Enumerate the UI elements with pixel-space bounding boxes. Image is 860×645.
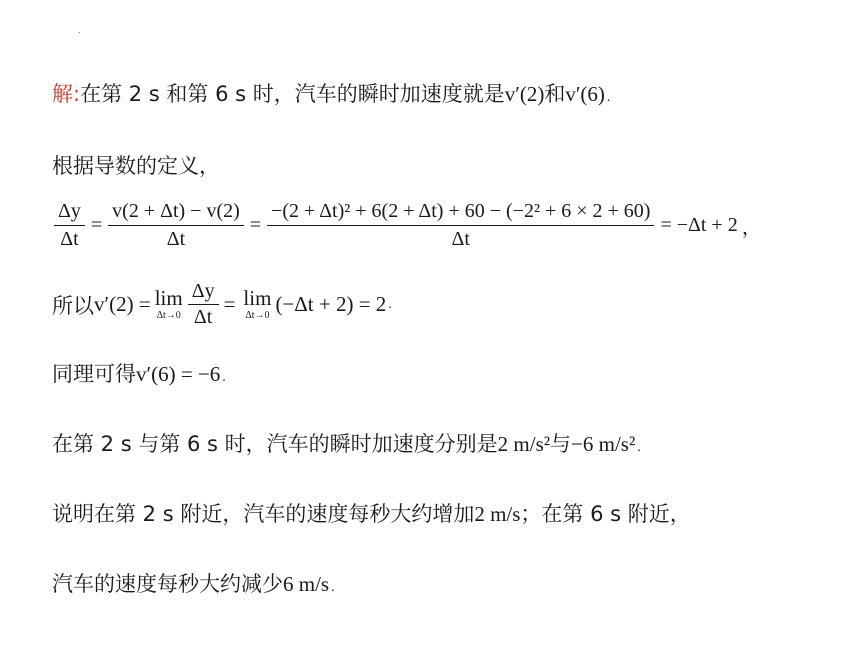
fraction-v-difference — [110, 200, 242, 251]
fraction-dy-dt-limit — [190, 280, 217, 329]
limit-operator-2 — [243, 288, 271, 321]
definition-text: 根据导数的定义， — [52, 154, 220, 178]
numerator: −(2 + Δt)² + 6(2 + Δt) + 60 − (−2² + 6 × 2 + 60) — [271, 200, 651, 222]
numerator: Δy — [191, 280, 215, 302]
lim-subscript: Δt→0 — [156, 310, 181, 321]
explanation-text-3: 汽车的速度每秒大约减少 — [52, 572, 283, 596]
period: . — [388, 296, 392, 312]
limit-line — [52, 280, 392, 329]
period: . — [331, 580, 335, 595]
limit-prefix: 所以 — [52, 293, 94, 318]
explanation-line-1 — [52, 498, 691, 528]
math-accel-2: 2 m/s² — [497, 432, 551, 456]
equation-result: = −Δt + 2 — [660, 214, 738, 236]
denominator: Δt — [267, 225, 654, 251]
equals-sign: = — [223, 292, 236, 316]
solution-line-1 — [52, 78, 610, 108]
denominator: Δt — [108, 225, 244, 251]
solution-text: 在第 2 s 和第 6 s 时，汽车的瞬时加速度就是 — [80, 82, 505, 106]
solution-label: 解: — [52, 82, 81, 106]
similarly-text: 同理可得 — [52, 362, 136, 386]
limit-result: (−Δt + 2) = 2 — [275, 292, 387, 316]
denominator: Δt — [188, 304, 219, 329]
denominator: Δt — [54, 225, 85, 251]
math-v-prime-2: v′(2) — [504, 82, 545, 106]
math-accel-6: −6 m/s² — [571, 432, 636, 456]
lim-subscript: Δt→0 — [245, 310, 270, 321]
lim-text: lim — [154, 286, 183, 310]
explanation-text-2: ；在第 6 s 附近， — [520, 502, 691, 526]
similarly-line — [52, 358, 226, 388]
equals-sign: = — [90, 214, 103, 236]
period: . — [637, 440, 641, 455]
and-text: 和 — [544, 82, 566, 106]
period: . — [606, 90, 611, 105]
math-v-prime-2-eq: v′(2) = — [94, 292, 151, 316]
math-v-prime-6-result: v′(6) = −6 — [136, 362, 221, 386]
difference-quotient-equation — [52, 200, 762, 251]
and-text: 与 — [550, 432, 572, 456]
acceleration-text: 在第 2 s 与第 6 s 时，汽车的瞬时加速度分别是 — [52, 432, 498, 456]
explanation-text-1: 说明在第 2 s 附近，汽车的速度每秒大约增加 — [52, 502, 475, 526]
equals-sign: = — [249, 214, 262, 236]
math-speed-decrease: 6 m/s — [283, 572, 330, 596]
numerator: Δy — [58, 200, 81, 222]
math-speed-increase: 2 m/s — [474, 502, 521, 526]
limit-operator — [155, 288, 183, 321]
fraction-dy-dt — [56, 200, 83, 251]
period: . — [222, 370, 226, 385]
math-v-prime-6: v′(6) — [565, 82, 605, 106]
fraction-expanded — [269, 200, 652, 251]
explanation-line-2 — [52, 568, 335, 598]
acceleration-line — [52, 428, 641, 458]
decorative-dot: . — [78, 26, 81, 35]
numerator: v(2 + Δt) − v(2) — [112, 200, 240, 222]
lim-text: lim — [243, 286, 272, 310]
definition-line — [52, 150, 220, 180]
comma: ， — [741, 215, 762, 239]
